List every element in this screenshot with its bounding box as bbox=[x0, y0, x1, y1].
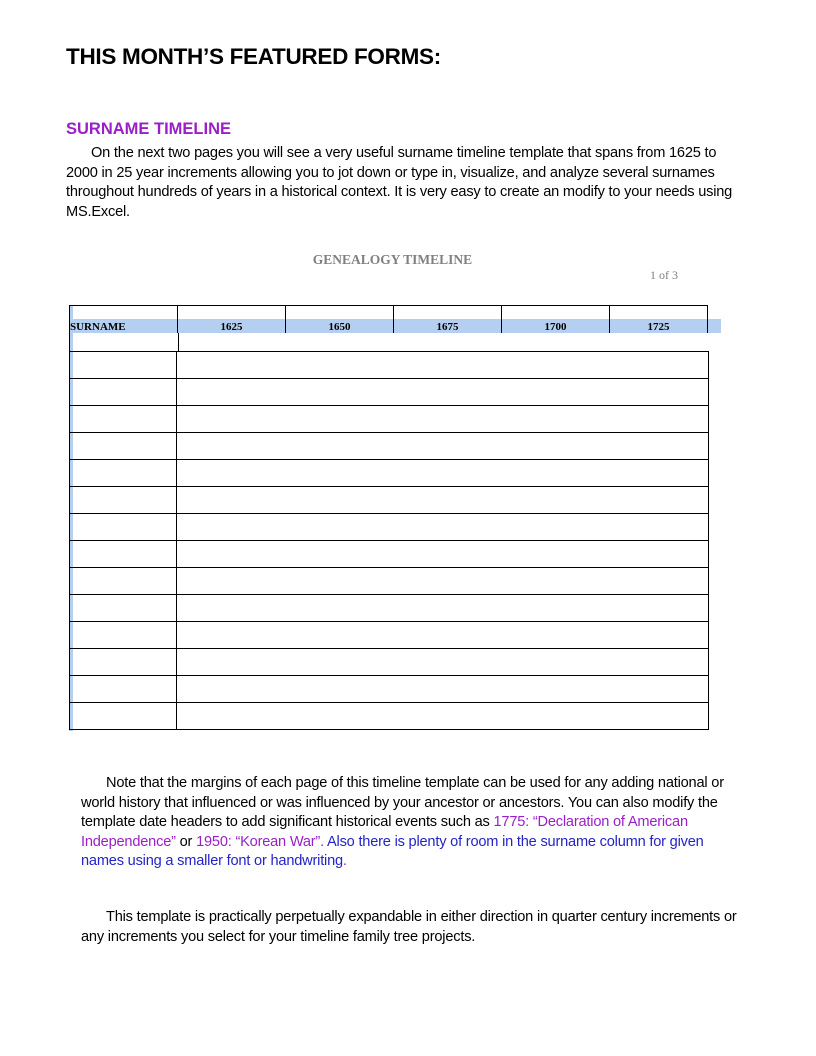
table-row bbox=[69, 513, 709, 540]
header-1700[interactable]: 1700 bbox=[501, 305, 609, 333]
table-row bbox=[69, 432, 709, 459]
surname-cell[interactable] bbox=[69, 649, 177, 675]
table-row bbox=[69, 378, 709, 405]
header-1725[interactable]: 1725 bbox=[609, 305, 708, 333]
surname-cell[interactable] bbox=[69, 460, 177, 486]
timeline-span-cell[interactable] bbox=[177, 352, 709, 378]
timeline-span-cell[interactable] bbox=[177, 568, 709, 594]
timeline-span-cell[interactable] bbox=[177, 379, 709, 405]
surname-cell[interactable] bbox=[69, 487, 177, 513]
note-paragraph bbox=[81, 774, 741, 872]
page-title: THIS MONTH’S FEATURED FORMS: bbox=[66, 44, 441, 69]
surname-cell[interactable] bbox=[69, 433, 177, 459]
header-surname[interactable]: SURNAME bbox=[69, 305, 177, 333]
note-or: or bbox=[175, 833, 197, 850]
timeline-header-row bbox=[69, 305, 708, 333]
header-1650[interactable]: 1650 bbox=[285, 305, 393, 333]
note-example-1775: 1775: “Declaration of American Independence” bbox=[81, 814, 688, 850]
expandable-paragraph bbox=[81, 908, 741, 947]
table-row bbox=[69, 351, 709, 378]
timeline-span-cell[interactable] bbox=[177, 703, 709, 729]
table-row bbox=[69, 675, 709, 702]
timeline-span-cell[interactable] bbox=[177, 649, 709, 675]
table-row bbox=[69, 459, 709, 486]
header-1625[interactable]: 1625 bbox=[177, 305, 285, 333]
table-row bbox=[69, 540, 709, 567]
table-row bbox=[69, 405, 709, 432]
table-row bbox=[69, 567, 709, 594]
surname-cell[interactable] bbox=[69, 676, 177, 702]
note-surname-room: Also there is plenty of room in the surname column for given names using a smaller font or handwriting bbox=[81, 833, 704, 869]
timeline-rows bbox=[69, 351, 709, 730]
timeline-span-cell[interactable] bbox=[177, 433, 709, 459]
timeline-span-cell[interactable] bbox=[177, 595, 709, 621]
table-row bbox=[69, 621, 709, 648]
timeline-span-cell[interactable] bbox=[177, 487, 709, 513]
surname-spacer-cell[interactable] bbox=[69, 333, 179, 351]
timeline-span-cell[interactable] bbox=[177, 541, 709, 567]
timeline-page-indicator: 1 of 3 bbox=[650, 268, 678, 282]
timeline-span-cell[interactable] bbox=[177, 676, 709, 702]
timeline-span-cell[interactable] bbox=[177, 406, 709, 432]
note-example-1950: 1950: “Korean War”. bbox=[196, 833, 324, 850]
surname-cell[interactable] bbox=[69, 703, 177, 729]
table-row bbox=[69, 702, 709, 729]
timeline-span-cell[interactable] bbox=[177, 460, 709, 486]
timeline-span-cell[interactable] bbox=[177, 514, 709, 540]
surname-cell[interactable] bbox=[69, 406, 177, 432]
expandable-text: This template is practically perpetually expandable in either direction in quarter century increments or any increments you select for your timeline family tree projects. bbox=[81, 909, 737, 945]
note-end: . bbox=[342, 853, 347, 869]
timeline-title: GENEALOGY TIMELINE bbox=[312, 252, 473, 267]
intro-paragraph bbox=[66, 144, 746, 222]
surname-cell[interactable] bbox=[69, 622, 177, 648]
table-row bbox=[69, 648, 709, 675]
surname-cell[interactable] bbox=[69, 568, 177, 594]
header-1675[interactable]: 1675 bbox=[393, 305, 501, 333]
surname-cell[interactable] bbox=[69, 541, 177, 567]
section-heading: SURNAME TIMELINE bbox=[66, 120, 231, 138]
intro-text: On the next two pages you will see a very useful surname timeline template that spans from 1625 to 2000 in 25 year increments allowing you to jot down or type in, visualize, and analyze several surnames throughout hundreds of years in a historical context. It is very easy to create an modify to your needs using MS.Excel. bbox=[66, 145, 733, 220]
note-text: Note that the margins of each page of this timeline template can be used for any adding national or world history that influenced or was influenced by your ancestor or ancestors. You can also modify the template date headers to add significant historical events such as bbox=[81, 775, 724, 830]
surname-cell[interactable] bbox=[69, 379, 177, 405]
table-row bbox=[69, 594, 709, 621]
surname-cell[interactable] bbox=[69, 514, 177, 540]
surname-cell[interactable] bbox=[69, 595, 177, 621]
timeline-span-cell[interactable] bbox=[177, 622, 709, 648]
surname-cell[interactable] bbox=[69, 352, 177, 378]
table-row bbox=[69, 486, 709, 513]
